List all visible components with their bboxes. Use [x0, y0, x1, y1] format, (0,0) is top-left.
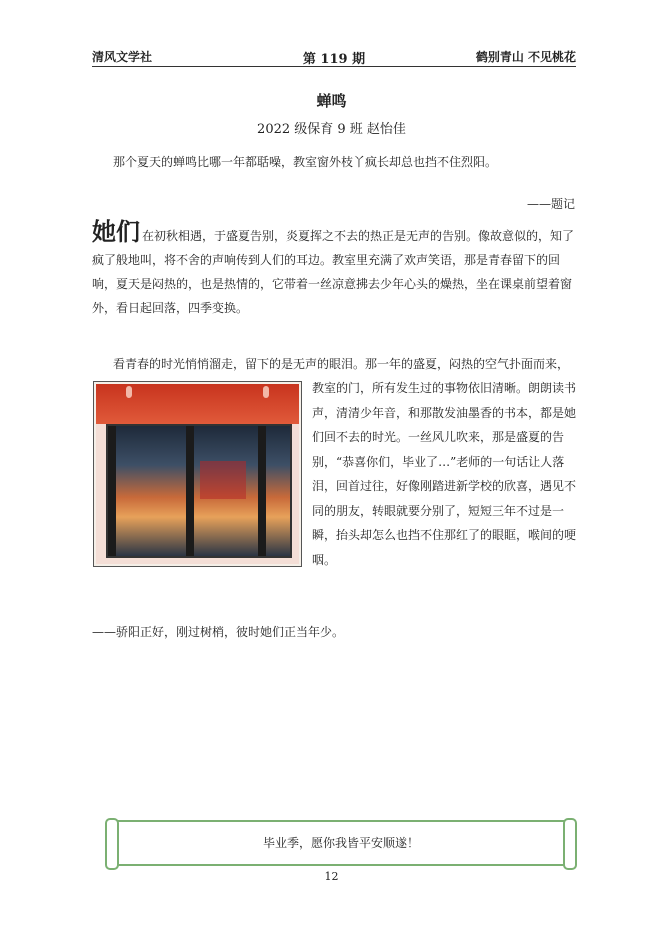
article-byline: 2022 级保育 9 班 赵怡佳 — [257, 122, 406, 137]
drop-cap: 她们 — [92, 217, 140, 246]
pin-icon — [263, 386, 269, 398]
article-title: 蝉鸣 — [316, 92, 347, 110]
header-divider — [92, 66, 576, 67]
window-frame-bar — [108, 426, 116, 556]
window-poster — [200, 461, 246, 499]
scroll-banner — [109, 820, 573, 866]
epigraph-sign: ——题记 — [526, 197, 575, 211]
page-number: 12 — [324, 870, 339, 883]
closing-line: ——骄阳正好，刚过树梢，彼时她们正当年少。 — [92, 625, 345, 639]
epigraph: 那个夏天的蝉鸣比哪一年都聒噪，教室窗外枝丫疯长却总也挡不住烈阳。 — [113, 155, 498, 169]
paragraph-2-rest: 教室的门，所有发生过的事物依旧清晰。朗朗读书声，清清少年音，和那散发油墨香的书本，都是她们回不去的时光。一丝风儿吹来，那是盛夏的告别，“恭喜你们，毕业了…”老师的一句话让人落泪，回首过往，好像刚踏进新学校的欣喜，遇见不同的朋友，转眼就要分别了，短短三年不过是一瞬，抬头却怎么也挡不住那红了的眼眶，喉间的哽咽。 — [312, 381, 577, 567]
issue-theme: 鹤别青山 不见桃花 — [475, 50, 576, 64]
sunset-window-image — [106, 424, 292, 558]
paragraph-1-text: 在初秋相遇，于盛夏告别，炎夏挥之不去的热正是无声的告别。像故意似的，知了疯了般地叫，将不舍的声响传到人们的耳边。教室里充满了欢声笑语，那是青春留下的回响，夏天是闷热的，也是热情的，它带着一丝凉意拂去少年心头的燥热，坐在课桌前望着窗外，看日起回落，四季变换。 — [92, 229, 575, 315]
pin-icon — [126, 386, 132, 398]
issue-number: 第 119 期 — [302, 52, 366, 67]
banner-text: 毕业季，愿你我皆平安顺遂！ — [262, 836, 419, 850]
photo-frame-header — [96, 384, 299, 424]
classroom-window-photo — [93, 381, 302, 567]
page-header — [92, 48, 576, 67]
magazine-name: 清风文学社 — [92, 50, 153, 64]
paragraph-2-first-line: 看青春的时光悄悄溜走，留下的是无声的眼泪。那一年的盛夏，闷热的空气扑面而来， — [113, 357, 570, 371]
paragraph-1 — [92, 217, 576, 320]
window-frame-bar — [258, 426, 266, 556]
window-frame-bar — [186, 426, 194, 556]
